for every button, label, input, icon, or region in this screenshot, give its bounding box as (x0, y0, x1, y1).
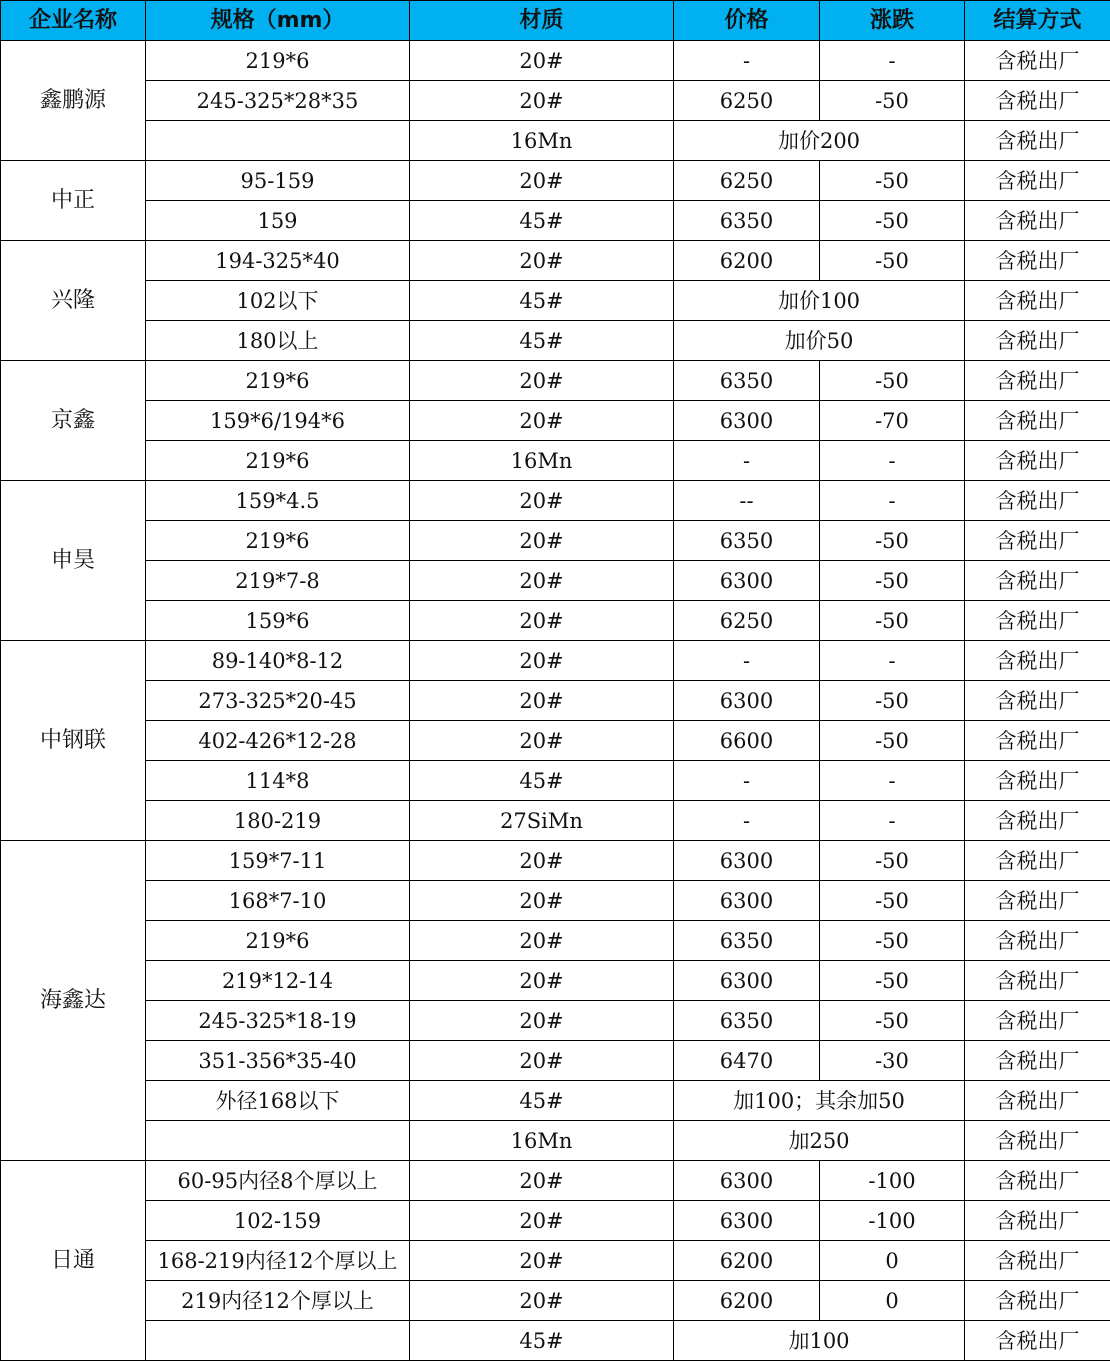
table-row (1, 81, 1110, 121)
table-row (1, 681, 1110, 721)
settlement-cell: 含税出厂 (965, 681, 1110, 721)
material-cell: 16Mn (410, 1121, 674, 1161)
material-cell: 45# (410, 321, 674, 361)
material-cell: 16Mn (410, 441, 674, 481)
settlement-cell: 含税出厂 (965, 401, 1110, 441)
company-cell: 京鑫 (1, 361, 146, 481)
settlement-cell: 含税出厂 (965, 1041, 1110, 1081)
settlement-cell: 含税出厂 (965, 241, 1110, 281)
price-cell: 6200 (674, 1281, 820, 1321)
material-cell: 27SiMn (410, 801, 674, 841)
spec-cell: 168-219内径12个厚以上 (146, 1241, 410, 1281)
material-cell: 20# (410, 681, 674, 721)
material-cell: 20# (410, 841, 674, 881)
price-cell: 6600 (674, 721, 820, 761)
company-cell: 海鑫达 (1, 841, 146, 1161)
company-cell: 中正 (1, 161, 146, 241)
settlement-cell: 含税出厂 (965, 1321, 1110, 1361)
price-cell: 6200 (674, 241, 820, 281)
price-cell: 6470 (674, 1041, 820, 1081)
change-cell: -50 (820, 561, 965, 601)
price-cell: 6300 (674, 1161, 820, 1201)
spec-cell: 219*6 (146, 921, 410, 961)
spec-cell: 159*4.5 (146, 481, 410, 521)
price-cell: 6250 (674, 601, 820, 641)
price-cell: 6300 (674, 841, 820, 881)
change-cell: - (820, 761, 965, 801)
table-row (1, 801, 1110, 841)
table-row (1, 561, 1110, 601)
company-cell: 日通 (1, 1161, 146, 1361)
header-material: 材质 (410, 1, 674, 41)
price-note-cell: 加100；其余加50 (674, 1081, 965, 1121)
material-cell: 20# (410, 881, 674, 921)
price-note-cell: 加价50 (674, 321, 965, 361)
table-row (1, 281, 1110, 321)
table-row (1, 721, 1110, 761)
change-cell: -50 (820, 1001, 965, 1041)
change-cell: -100 (820, 1201, 965, 1241)
header-spec: 规格（mm） (146, 1, 410, 41)
spec-cell: 351-356*35-40 (146, 1041, 410, 1081)
material-cell: 16Mn (410, 121, 674, 161)
settlement-cell: 含税出厂 (965, 201, 1110, 241)
change-cell: -50 (820, 681, 965, 721)
spec-cell: 219*6 (146, 361, 410, 401)
settlement-cell: 含税出厂 (965, 601, 1110, 641)
table-row (1, 1001, 1110, 1041)
settlement-cell: 含税出厂 (965, 521, 1110, 561)
material-cell: 20# (410, 361, 674, 401)
change-cell: - (820, 801, 965, 841)
spec-cell: 159 (146, 201, 410, 241)
material-cell: 45# (410, 1321, 674, 1361)
table-row (1, 321, 1110, 361)
change-cell: 0 (820, 1241, 965, 1281)
price-cell: - (674, 441, 820, 481)
header-company: 企业名称 (1, 1, 146, 41)
material-cell: 20# (410, 161, 674, 201)
material-cell: 20# (410, 961, 674, 1001)
header-price: 价格 (674, 1, 820, 41)
material-cell: 20# (410, 1161, 674, 1201)
price-cell: 6350 (674, 201, 820, 241)
spec-cell: 159*6/194*6 (146, 401, 410, 441)
company-cell: 申昊 (1, 481, 146, 641)
settlement-cell: 含税出厂 (965, 361, 1110, 401)
settlement-cell: 含税出厂 (965, 1241, 1110, 1281)
spec-cell: 219*6 (146, 441, 410, 481)
material-cell: 20# (410, 401, 674, 441)
change-cell: -50 (820, 721, 965, 761)
settlement-cell: 含税出厂 (965, 1081, 1110, 1121)
material-cell: 20# (410, 481, 674, 521)
material-cell: 20# (410, 1281, 674, 1321)
price-cell: 6300 (674, 401, 820, 441)
material-cell: 20# (410, 601, 674, 641)
material-cell: 20# (410, 1201, 674, 1241)
price-cell: 6350 (674, 1001, 820, 1041)
price-cell: - (674, 761, 820, 801)
table-row (1, 361, 1110, 401)
spec-cell: 102以下 (146, 281, 410, 321)
price-cell: 6300 (674, 561, 820, 601)
table-row (1, 761, 1110, 801)
settlement-cell: 含税出厂 (965, 561, 1110, 601)
price-note-cell: 加价100 (674, 281, 965, 321)
settlement-cell: 含税出厂 (965, 1001, 1110, 1041)
table-row (1, 961, 1110, 1001)
table-row (1, 1161, 1110, 1201)
material-cell: 45# (410, 1081, 674, 1121)
settlement-cell: 含税出厂 (965, 881, 1110, 921)
price-cell: 6300 (674, 1201, 820, 1241)
change-cell: -50 (820, 521, 965, 561)
spec-cell: 219*7-8 (146, 561, 410, 601)
spec-cell (146, 121, 410, 161)
settlement-cell: 含税出厂 (965, 801, 1110, 841)
price-cell: 6350 (674, 921, 820, 961)
price-cell: 6250 (674, 161, 820, 201)
settlement-cell: 含税出厂 (965, 761, 1110, 801)
change-cell: - (820, 641, 965, 681)
spec-cell: 102-159 (146, 1201, 410, 1241)
change-cell: -100 (820, 1161, 965, 1201)
material-cell: 20# (410, 561, 674, 601)
table-row (1, 641, 1110, 681)
table-row (1, 1121, 1110, 1161)
header-row (1, 1, 1110, 41)
spec-cell: 外径168以下 (146, 1081, 410, 1121)
settlement-cell: 含税出厂 (965, 41, 1110, 81)
settlement-cell: 含税出厂 (965, 641, 1110, 681)
spec-cell: 194-325*40 (146, 241, 410, 281)
settlement-cell: 含税出厂 (965, 961, 1110, 1001)
table-row (1, 401, 1110, 441)
table-row (1, 601, 1110, 641)
spec-cell: 273-325*20-45 (146, 681, 410, 721)
spec-cell: 245-325*18-19 (146, 1001, 410, 1041)
table-row (1, 841, 1110, 881)
spec-cell (146, 1121, 410, 1161)
spec-cell: 159*7-11 (146, 841, 410, 881)
price-note-cell: 加100 (674, 1321, 965, 1361)
change-cell: -30 (820, 1041, 965, 1081)
price-cell: 6300 (674, 681, 820, 721)
header-settlement: 结算方式 (965, 1, 1110, 41)
company-cell: 中钢联 (1, 641, 146, 841)
change-cell: -50 (820, 841, 965, 881)
table-header (1, 1, 1110, 41)
change-cell: -50 (820, 361, 965, 401)
spec-cell: 168*7-10 (146, 881, 410, 921)
table-row (1, 121, 1110, 161)
change-cell: -50 (820, 161, 965, 201)
material-cell: 20# (410, 921, 674, 961)
change-cell: -50 (820, 961, 965, 1001)
change-cell: -50 (820, 201, 965, 241)
change-cell: -50 (820, 241, 965, 281)
settlement-cell: 含税出厂 (965, 81, 1110, 121)
change-cell: -50 (820, 601, 965, 641)
spec-cell: 89-140*8-12 (146, 641, 410, 681)
price-cell: 6350 (674, 361, 820, 401)
table-row (1, 881, 1110, 921)
settlement-cell: 含税出厂 (965, 721, 1110, 761)
settlement-cell: 含税出厂 (965, 841, 1110, 881)
table-row (1, 441, 1110, 481)
company-cell: 兴隆 (1, 241, 146, 361)
spec-cell: 402-426*12-28 (146, 721, 410, 761)
change-cell: - (820, 441, 965, 481)
table-row (1, 481, 1110, 521)
table-row (1, 41, 1110, 81)
table-row (1, 1081, 1110, 1121)
material-cell: 45# (410, 201, 674, 241)
spec-cell (146, 1321, 410, 1361)
change-cell: -50 (820, 881, 965, 921)
material-cell: 20# (410, 41, 674, 81)
company-cell: 鑫鹏源 (1, 41, 146, 161)
settlement-cell: 含税出厂 (965, 161, 1110, 201)
table-row (1, 1321, 1110, 1361)
price-cell: 6300 (674, 961, 820, 1001)
material-cell: 20# (410, 721, 674, 761)
table-body (1, 41, 1110, 1361)
price-note-cell: 加250 (674, 1121, 965, 1161)
material-cell: 20# (410, 1041, 674, 1081)
material-cell: 20# (410, 521, 674, 561)
spec-cell: 60-95内径8个厚以上 (146, 1161, 410, 1201)
settlement-cell: 含税出厂 (965, 121, 1110, 161)
price-cell: 6350 (674, 521, 820, 561)
price-cell: 6200 (674, 1241, 820, 1281)
table-row (1, 161, 1110, 201)
settlement-cell: 含税出厂 (965, 481, 1110, 521)
settlement-cell: 含税出厂 (965, 1121, 1110, 1161)
table-row (1, 1041, 1110, 1081)
spec-cell: 219内径12个厚以上 (146, 1281, 410, 1321)
material-cell: 20# (410, 641, 674, 681)
spec-cell: 159*6 (146, 601, 410, 641)
spec-cell: 219*12-14 (146, 961, 410, 1001)
change-cell: -50 (820, 81, 965, 121)
price-cell: 6250 (674, 81, 820, 121)
spec-cell: 114*8 (146, 761, 410, 801)
table-row (1, 241, 1110, 281)
change-cell: - (820, 41, 965, 81)
change-cell: -50 (820, 921, 965, 961)
settlement-cell: 含税出厂 (965, 1201, 1110, 1241)
material-cell: 45# (410, 761, 674, 801)
material-cell: 20# (410, 241, 674, 281)
spec-cell: 95-159 (146, 161, 410, 201)
table-row (1, 521, 1110, 561)
price-cell: -- (674, 481, 820, 521)
price-note-cell: 加价200 (674, 121, 965, 161)
settlement-cell: 含税出厂 (965, 1161, 1110, 1201)
spec-cell: 219*6 (146, 521, 410, 561)
table-row (1, 1281, 1110, 1321)
table-row (1, 201, 1110, 241)
material-cell: 45# (410, 281, 674, 321)
table-row (1, 921, 1110, 961)
price-cell: - (674, 641, 820, 681)
settlement-cell: 含税出厂 (965, 321, 1110, 361)
material-cell: 20# (410, 81, 674, 121)
price-cell: - (674, 41, 820, 81)
change-cell: - (820, 481, 965, 521)
price-cell: 6300 (674, 881, 820, 921)
price-cell: - (674, 801, 820, 841)
table-row (1, 1241, 1110, 1281)
material-cell: 20# (410, 1001, 674, 1041)
change-cell: -70 (820, 401, 965, 441)
spec-cell: 219*6 (146, 41, 410, 81)
spec-cell: 180以上 (146, 321, 410, 361)
settlement-cell: 含税出厂 (965, 441, 1110, 481)
settlement-cell: 含税出厂 (965, 921, 1110, 961)
settlement-cell: 含税出厂 (965, 281, 1110, 321)
change-cell: 0 (820, 1281, 965, 1321)
spec-cell: 245-325*28*35 (146, 81, 410, 121)
table-row (1, 1201, 1110, 1241)
header-change: 涨跌 (820, 1, 965, 41)
material-cell: 20# (410, 1241, 674, 1281)
settlement-cell: 含税出厂 (965, 1281, 1110, 1321)
spec-cell: 180-219 (146, 801, 410, 841)
